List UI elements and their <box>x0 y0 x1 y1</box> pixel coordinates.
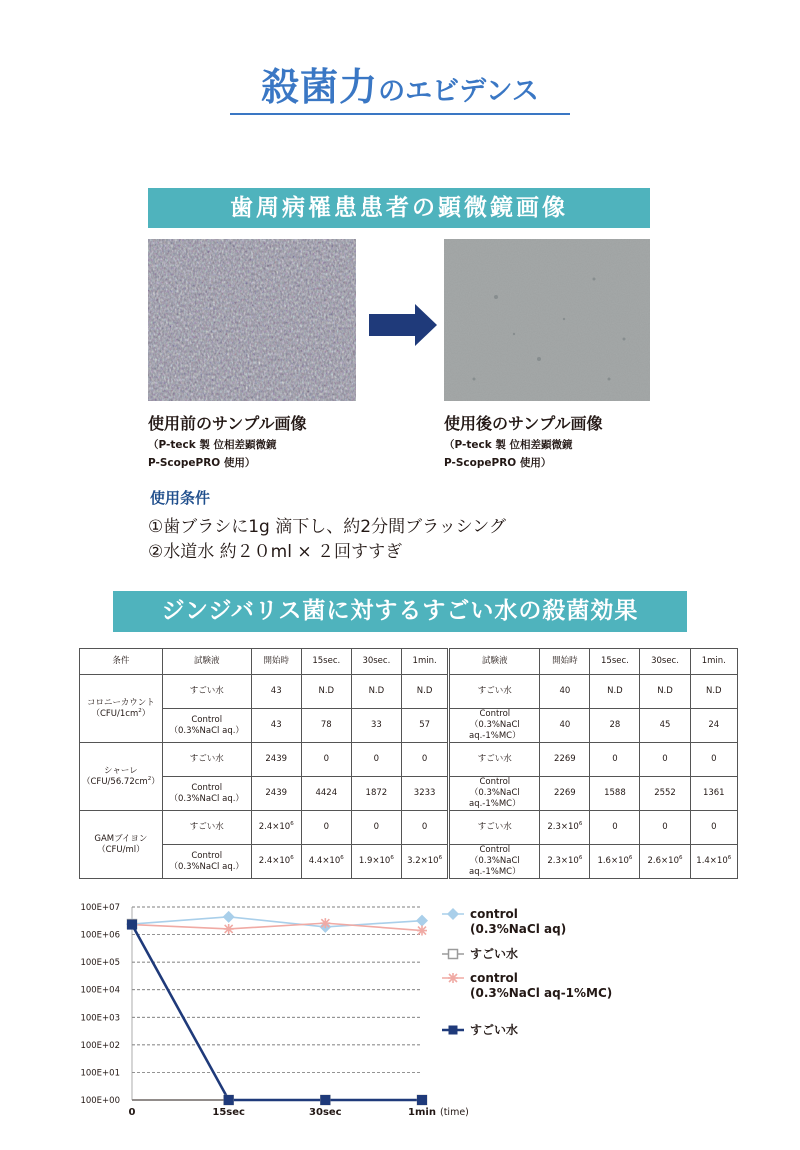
cell-value: 1.4×10 <box>696 856 728 866</box>
cell-value: 0 <box>662 822 668 832</box>
cell-value: 1588 <box>604 788 626 798</box>
liquid-name: Control <box>191 850 223 861</box>
cell-value: 3.2×10 <box>407 856 439 866</box>
condition-unit: （CFU/ml） <box>97 844 145 855</box>
y-tick-label: 100E+02 <box>80 1040 120 1051</box>
results-table <box>79 648 738 879</box>
table-cell <box>401 777 448 811</box>
legend-label-detail: (0.3%NaCl aq) <box>470 922 567 936</box>
table-cell <box>401 675 448 709</box>
cell-value: 43 <box>270 686 282 696</box>
exponent: 6 <box>390 855 394 862</box>
table-cell <box>401 743 448 777</box>
table-cell-condition <box>80 811 163 879</box>
table-cell <box>301 709 351 743</box>
cell-value: 57 <box>419 720 431 730</box>
table-cell <box>590 675 640 709</box>
table-cell-liquid <box>449 709 540 743</box>
before-caption-sub1: （P-teck 製 位相差顕微鏡 <box>148 439 277 451</box>
table-header: 1min. <box>401 649 448 675</box>
table-cell <box>540 743 590 777</box>
table-cell-liquid <box>162 675 251 709</box>
legend-marker <box>449 1026 458 1035</box>
table-cell <box>690 777 737 811</box>
condition-label-end: ） <box>141 708 151 719</box>
exponent: 6 <box>340 855 344 862</box>
legend-marker <box>449 950 458 959</box>
table-row <box>80 777 738 811</box>
x-tick-label: 30sec <box>309 1107 342 1118</box>
table-cell <box>301 811 351 845</box>
data-point <box>416 915 428 927</box>
liquid-detail: （0.3%NaCl aq.-1%MC） <box>468 720 521 741</box>
table-cell <box>640 743 690 777</box>
series-line <box>132 924 422 1100</box>
legend-label: control <box>470 907 518 921</box>
table-cell-liquid <box>449 675 540 709</box>
table-cell-liquid <box>162 777 251 811</box>
table-cell <box>590 743 640 777</box>
table-cell <box>251 811 301 845</box>
table-cell <box>690 845 737 879</box>
x-tick-label: 15sec <box>212 1107 245 1118</box>
table-cell <box>640 675 690 709</box>
section-banner-effect: ジンジバリス菌に対するすごい水の殺菌効果 <box>113 591 687 632</box>
table-cell-liquid <box>162 845 251 879</box>
legend-marker <box>448 973 458 983</box>
cell-value: 40 <box>559 686 571 696</box>
cell-value: 40 <box>559 720 571 730</box>
condition-unit: （CFU/1cm <box>91 708 139 719</box>
exponent: 6 <box>290 855 294 862</box>
cell-value: 2439 <box>265 754 288 764</box>
after-caption-sub2: P-ScopePRO 使用） <box>444 457 552 469</box>
table-cell-liquid <box>162 811 251 845</box>
liquid-detail: （0.3%NaCl aq.-1%MC） <box>468 788 521 809</box>
table-header: 開始時 <box>540 649 590 675</box>
liquid-name: すごい水 <box>477 686 512 696</box>
cell-value: 78 <box>320 720 332 730</box>
y-tick-label: 100E+07 <box>80 903 120 913</box>
table-cell <box>590 709 640 743</box>
table-cell <box>640 709 690 743</box>
y-tick-label: 100E+03 <box>80 1013 120 1024</box>
liquid-name: Control <box>191 714 223 725</box>
cell-value: 2269 <box>554 754 576 764</box>
table-cell-liquid <box>162 743 251 777</box>
table-header-row <box>80 649 738 675</box>
table-header: 1min. <box>690 649 737 675</box>
section-banner-microscope: 歯周病罹患患者の顕微鏡画像 <box>148 188 650 228</box>
cell-value: 0 <box>323 822 329 832</box>
exponent: 6 <box>438 855 443 862</box>
exponent: 6 <box>578 821 583 828</box>
table-cell-liquid <box>449 743 540 777</box>
before-caption-sub2: P-ScopePRO 使用） <box>148 457 256 469</box>
table-cell <box>640 845 690 879</box>
table-row <box>80 675 738 709</box>
data-point <box>224 924 234 934</box>
legend-label-detail: (0.3%NaCl aq-1%MC) <box>470 986 613 1000</box>
liquid-name: すごい水 <box>189 686 224 696</box>
x-tick-label: 0 <box>128 1107 136 1118</box>
table-cell <box>351 777 401 811</box>
table-cell <box>690 743 737 777</box>
y-tick-label: 100E+04 <box>80 985 120 996</box>
cell-value: 0 <box>612 754 618 764</box>
arrow-right-icon <box>369 304 439 346</box>
cell-value: 2.3×10 <box>547 856 579 866</box>
table-row <box>80 811 738 845</box>
table-row <box>80 709 738 743</box>
liquid-name: すごい水 <box>477 754 512 764</box>
cell-value: N.D <box>318 686 335 696</box>
table-cell-liquid <box>449 845 540 879</box>
cell-value: 2.6×10 <box>647 856 679 866</box>
table-cell <box>590 811 640 845</box>
table-header: 15sec. <box>301 649 351 675</box>
data-point <box>127 920 137 930</box>
cell-value: 3233 <box>413 788 436 798</box>
condition-label: コロニーカウント <box>86 697 155 708</box>
condition-label-end: ） <box>151 776 160 787</box>
table-cell <box>640 811 690 845</box>
table-cell <box>251 743 301 777</box>
microscope-image-before <box>148 239 356 401</box>
title-suffix: のエビデンス <box>378 76 539 107</box>
cell-value: 43 <box>270 720 282 730</box>
table-cell <box>301 845 351 879</box>
cell-value: 4.4×10 <box>308 856 341 866</box>
condition-item: ①歯ブラシに1g 滴下し、約2分間ブラッシング <box>148 517 506 537</box>
table-cell <box>590 845 640 879</box>
cell-value: 0 <box>373 822 380 832</box>
table-cell <box>351 709 401 743</box>
cell-value: 0 <box>612 822 618 832</box>
table-header: 30sec. <box>351 649 401 675</box>
cell-value: N.D <box>705 686 722 696</box>
condition-label: シャーレ <box>104 765 138 776</box>
conditions-title: 使用条件 <box>150 489 211 507</box>
table-header: 条件 <box>80 649 163 675</box>
table-cell <box>351 675 401 709</box>
legend-label: control <box>470 971 518 985</box>
table-cell <box>301 777 351 811</box>
data-point <box>223 911 235 923</box>
cell-value: 0 <box>662 754 668 764</box>
table-cell <box>690 709 737 743</box>
table-cell-liquid <box>449 811 540 845</box>
cell-value: 1361 <box>702 788 725 798</box>
table-cell-condition <box>80 743 163 811</box>
cell-value: 28 <box>609 720 621 730</box>
data-point <box>320 918 330 928</box>
chart-legend <box>440 900 740 1050</box>
table-cell <box>301 743 351 777</box>
page-title <box>0 56 800 111</box>
table-header: 30sec. <box>640 649 690 675</box>
cell-value: 2.3×10 <box>547 822 579 832</box>
liquid-detail: （0.3%NaCl aq.） <box>169 793 244 804</box>
y-tick-label: 100E+00 <box>80 1096 120 1106</box>
exponent: 6 <box>678 855 683 862</box>
cell-value: N.D <box>607 686 623 696</box>
liquid-name: すごい水 <box>477 822 512 832</box>
table-cell <box>690 811 737 845</box>
table-cell-condition <box>80 675 163 743</box>
after-caption-title: 使用後のサンプル画像 <box>444 414 603 433</box>
legend-label: すごい水 <box>470 1023 519 1037</box>
table-cell <box>540 675 590 709</box>
y-tick-label: 100E+05 <box>80 958 120 969</box>
legend-label: すごい水 <box>470 947 519 961</box>
table-cell <box>351 811 401 845</box>
condition-item: ②水道水 約２０ml × ２回すすぎ <box>148 542 403 562</box>
data-point <box>417 926 427 936</box>
cell-value: 45 <box>659 720 671 730</box>
table-cell-liquid <box>162 709 251 743</box>
exponent: 6 <box>578 855 583 862</box>
after-caption-sub1: （P-teck 製 位相差顕微鏡 <box>444 439 573 451</box>
table-cell <box>690 675 737 709</box>
table-cell <box>540 777 590 811</box>
table-header: 試験液 <box>449 649 540 675</box>
title-main: 殺菌力 <box>261 65 379 109</box>
cell-value: 2.4×10 <box>258 856 291 866</box>
liquid-name: すごい水 <box>189 754 224 764</box>
data-point <box>224 1095 234 1105</box>
table-cell <box>590 777 640 811</box>
x-unit-label: (time) <box>440 1107 469 1118</box>
cell-value: 2552 <box>654 788 676 798</box>
liquid-detail: （0.3%NaCl aq.-1%MC） <box>468 856 521 877</box>
cell-value: 0 <box>323 754 329 764</box>
cell-value: 24 <box>708 720 720 730</box>
cell-value: 0 <box>421 822 428 832</box>
table-header: 15sec. <box>590 649 640 675</box>
cell-value: N.D <box>368 686 385 696</box>
liquid-name: すごい水 <box>189 822 224 832</box>
x-tick-label: 1min <box>408 1107 436 1118</box>
table-cell <box>401 845 448 879</box>
table-row <box>80 743 738 777</box>
condition-superscript: 2 <box>147 775 152 782</box>
microscope-image-after <box>444 239 650 401</box>
exponent: 6 <box>727 855 732 862</box>
table-cell <box>401 709 448 743</box>
table-cell <box>540 709 590 743</box>
y-tick-label: 100E+06 <box>80 930 120 941</box>
cell-value: 0 <box>711 754 717 764</box>
cell-value: 1872 <box>365 788 388 798</box>
table-cell <box>251 675 301 709</box>
cell-value: 2.4×10 <box>258 822 291 832</box>
cell-value: 1.6×10 <box>597 856 629 866</box>
table-cell <box>351 743 401 777</box>
cell-value: N.D <box>657 686 673 696</box>
exponent: 6 <box>628 855 633 862</box>
liquid-detail: （0.3%NaCl aq.） <box>169 725 244 736</box>
cell-value: 33 <box>370 720 382 730</box>
table-cell <box>251 777 301 811</box>
cell-value: 1.9×10 <box>358 856 391 866</box>
liquid-name: Control <box>191 782 223 793</box>
liquid-name: Control <box>479 777 511 787</box>
table-header: 試験液 <box>162 649 251 675</box>
cell-value: 0 <box>421 754 428 764</box>
table-cell <box>351 845 401 879</box>
table-row <box>80 845 738 879</box>
liquid-detail: （0.3%NaCl aq.） <box>169 861 244 872</box>
table-cell <box>540 811 590 845</box>
condition-unit: （CFU/56.72cm <box>82 776 148 787</box>
table-cell <box>540 845 590 879</box>
table-cell <box>301 675 351 709</box>
table-cell-liquid <box>449 777 540 811</box>
cell-value: 0 <box>373 754 380 764</box>
condition-superscript: 2 <box>138 707 142 714</box>
liquid-name: Control <box>479 845 511 855</box>
table-cell <box>251 709 301 743</box>
cell-value: N.D <box>416 686 433 696</box>
cell-value: 2269 <box>554 788 576 798</box>
log-line-chart <box>70 895 470 1120</box>
table-cell <box>401 811 448 845</box>
exponent: 6 <box>290 821 294 828</box>
table-cell <box>640 777 690 811</box>
data-point <box>320 1095 330 1105</box>
cell-value: 0 <box>711 822 717 832</box>
condition-label: GAMブイヨン <box>94 833 148 844</box>
data-point <box>417 1095 427 1105</box>
y-tick-label: 100E+01 <box>80 1068 120 1079</box>
title-underline <box>230 113 570 115</box>
before-caption-title: 使用前のサンプル画像 <box>148 414 307 433</box>
cell-value: 2439 <box>265 788 288 798</box>
liquid-name: Control <box>479 709 511 719</box>
table-header: 開始時 <box>251 649 301 675</box>
cell-value: 4424 <box>315 788 338 798</box>
legend-marker <box>447 908 459 920</box>
series-line <box>132 925 422 1100</box>
table-cell <box>251 845 301 879</box>
